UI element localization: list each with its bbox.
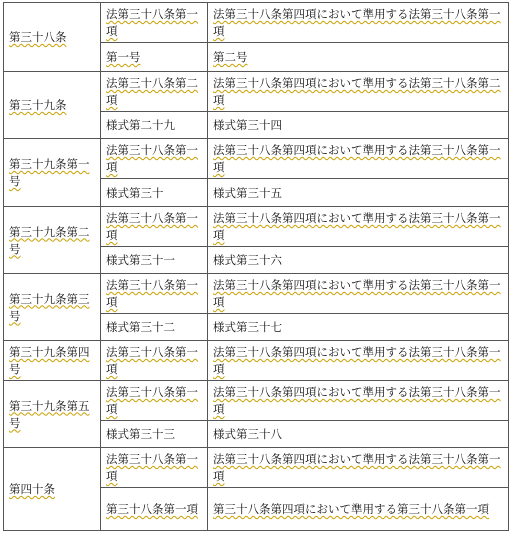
- article-label: 第三十九条第四号: [9, 345, 90, 376]
- original-text: 法第三十八条第一項: [106, 278, 198, 309]
- original-text-cell: [101, 421, 208, 448]
- original-text-cell: [101, 448, 208, 488]
- original-text: 法第三十八条第一項: [106, 143, 198, 174]
- replacement-text-cell: [208, 341, 509, 381]
- replacement-text-cell: [208, 207, 509, 247]
- article-label: 第三十八条: [9, 30, 67, 44]
- original-text: 様式第二十九: [106, 118, 175, 132]
- table-row: [4, 274, 509, 314]
- article-label: 第三十九条第五号: [9, 398, 90, 430]
- original-text-cell: [101, 112, 208, 139]
- article-cell: [4, 274, 101, 341]
- replacement-text: 様式第三十七: [213, 320, 282, 334]
- article-label: 第三十九条: [9, 98, 67, 112]
- article-label: 第三十九条第二号: [9, 224, 90, 256]
- replacement-text-cell: [208, 43, 509, 72]
- replacement-text: 法第三十八条第四項において準用する法第三十八条第一項: [213, 385, 501, 416]
- original-text: 様式第三十一: [106, 253, 175, 267]
- replacement-text-cell: [208, 3, 509, 43]
- replacement-text-cell: [208, 421, 509, 448]
- replacement-text: 様式第三十八: [213, 427, 282, 441]
- replacement-text-cell: [208, 72, 509, 112]
- original-text-cell: [101, 381, 208, 421]
- article-cell: [4, 448, 101, 531]
- table-row: [4, 207, 509, 247]
- article-cell: [4, 72, 101, 139]
- replacement-text: 法第三十八条第四項において準用する法第三十八条第一項: [213, 143, 501, 174]
- table-row: [4, 72, 509, 112]
- replacement-text: 様式第三十五: [213, 185, 282, 200]
- article-cell: [4, 381, 101, 448]
- replacement-text-cell: [208, 488, 509, 531]
- original-text: 様式第三十: [106, 185, 164, 200]
- original-text: 法第三十八条第一項: [106, 7, 198, 38]
- article-cell: [4, 139, 101, 207]
- original-text: 法第三十八条第一項: [106, 452, 198, 483]
- replacement-text: 法第三十八条第四項において準用する法第三十八条第一項: [213, 345, 501, 376]
- article-cell: [4, 341, 101, 381]
- article-label: 第三十九条第三号: [9, 291, 90, 323]
- article-label: 第四十条: [9, 482, 55, 496]
- table-row: [4, 139, 509, 179]
- original-text: 第一号: [106, 50, 141, 64]
- original-text-cell: [101, 207, 208, 247]
- replacement-text: 法第三十八条第四項において準用する法第三十八条第一項: [213, 7, 501, 38]
- table-row: [4, 448, 509, 488]
- original-text: 様式第三十三: [106, 427, 175, 441]
- replacement-text-cell: [208, 381, 509, 421]
- replacement-text: 第三十八条第四項において準用する第三十八条第一項: [213, 502, 489, 516]
- article-label: 第三十九条第一号: [9, 157, 90, 188]
- original-text-cell: [101, 72, 208, 112]
- original-text: 法第三十八条第一項: [106, 385, 198, 416]
- replacement-text: 法第三十八条第四項において準用する法第三十八条第一項: [213, 452, 501, 483]
- original-text-cell: [101, 488, 208, 531]
- provision-replacement-table: [3, 2, 509, 531]
- replacement-text: 第二号: [213, 50, 248, 64]
- original-text-cell: [101, 341, 208, 381]
- replacement-text: 法第三十八条第四項において準用する法第三十八条第二項: [213, 76, 501, 107]
- original-text: 法第三十八条第二項: [106, 76, 198, 107]
- original-text-cell: [101, 314, 208, 341]
- replacement-text-cell: [208, 139, 509, 179]
- replacement-text-cell: [208, 247, 509, 274]
- table-row: [4, 341, 509, 381]
- replacement-text-cell: [208, 179, 509, 207]
- original-text: 様式第三十二: [106, 320, 175, 334]
- original-text: 法第三十八条第一項: [106, 345, 198, 376]
- replacement-text: 法第三十八条第四項において準用する法第三十八条第一項: [213, 211, 501, 242]
- article-cell: [4, 3, 101, 72]
- replacement-text: 法第三十八条第四項において準用する法第三十八条第一項: [213, 278, 501, 309]
- replacement-text: 様式第三十四: [213, 118, 282, 132]
- replacement-text: 様式第三十六: [213, 253, 282, 267]
- replacement-text-cell: [208, 112, 509, 139]
- replacement-text-cell: [208, 448, 509, 488]
- original-text-cell: [101, 274, 208, 314]
- original-text: 法第三十八条第一項: [106, 211, 198, 242]
- original-text-cell: [101, 3, 208, 43]
- table-row: [4, 381, 509, 421]
- original-text-cell: [101, 139, 208, 179]
- original-text-cell: [101, 247, 208, 274]
- replacement-text-cell: [208, 274, 509, 314]
- provision-table-container: [3, 2, 508, 538]
- original-text-cell: [101, 43, 208, 72]
- table-row: [4, 3, 509, 43]
- original-text-cell: [101, 179, 208, 207]
- original-text: 第三十八条第一項: [106, 502, 198, 516]
- replacement-text-cell: [208, 314, 509, 341]
- article-cell: [4, 207, 101, 274]
